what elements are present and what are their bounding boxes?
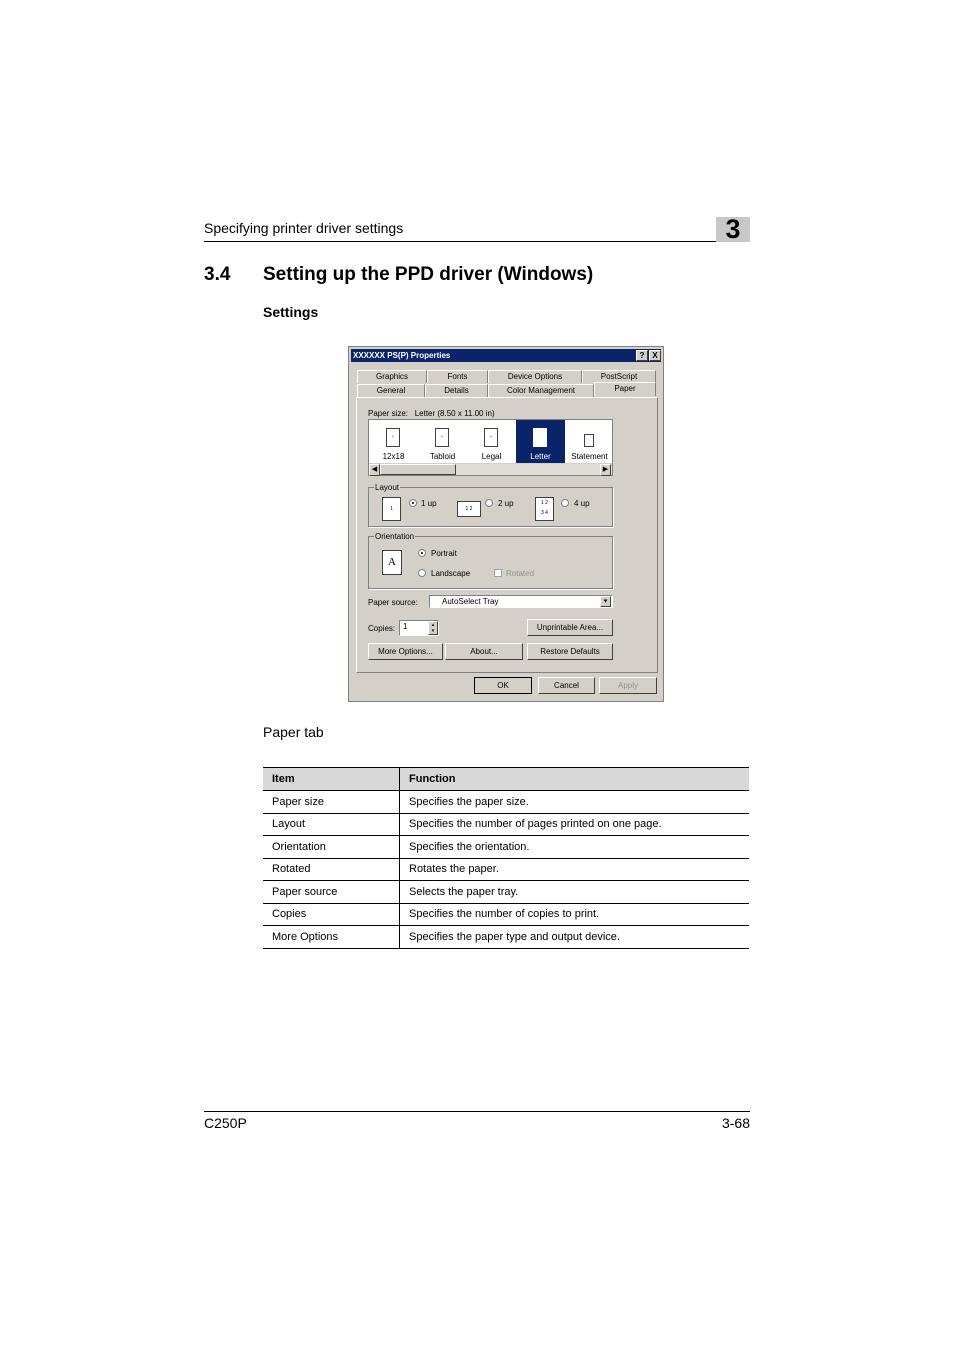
section-number: 3.4 [204, 264, 231, 285]
orientation-label: Orientation [375, 532, 415, 541]
layout-1up-icon: 1 [382, 497, 401, 521]
function-cell: Specifies the paper size. [400, 791, 750, 814]
paper-size-label: Paper size: Letter (8.50 x 11.00 in) [368, 409, 495, 418]
help-button[interactable]: ? [636, 350, 648, 361]
scroll-right-icon[interactable]: ▶ [600, 464, 611, 476]
paper-size-letter[interactable]: Letter [516, 420, 565, 463]
table-row [263, 926, 749, 949]
ok-button[interactable]: OK [474, 677, 532, 694]
unprintable-area-button[interactable]: Unprintable Area... [527, 619, 613, 636]
dropdown-arrow-icon[interactable]: ▾ [600, 596, 611, 607]
copies-label: Copies: [368, 624, 396, 633]
paper-source-value: AutoSelect Tray [442, 597, 499, 606]
item-cell: Rotated [263, 858, 400, 881]
landscape-label: Landscape [431, 569, 471, 578]
table-header-row [263, 768, 749, 791]
item-cell: Orientation [263, 836, 400, 859]
dialog-title: XXXXXX PS(P) Properties [353, 351, 451, 360]
restore-defaults-button[interactable]: Restore Defaults [527, 643, 613, 660]
item-cell: Copies [263, 903, 400, 926]
function-cell: Specifies the number of copies to print. [400, 903, 750, 926]
scroll-left-icon[interactable]: ◀ [369, 464, 380, 476]
layout-4up-icon: 1 2 3 4 [535, 497, 554, 521]
tab-graphics[interactable]: Graphics [357, 370, 427, 383]
column-header-function: Function [400, 768, 750, 791]
item-cell: More Options [263, 926, 400, 949]
paper-icon: + [386, 428, 400, 447]
paper-size-list[interactable] [368, 419, 613, 476]
paper-icon [584, 434, 594, 447]
layout-1up-label: 1 up [421, 499, 437, 508]
column-header-item: Item [263, 768, 400, 791]
orientation-group [368, 536, 613, 589]
cancel-button[interactable]: Cancel [538, 677, 595, 694]
properties-dialog [348, 346, 664, 702]
tab-fonts[interactable]: Fonts [427, 370, 488, 383]
item-cell: Paper size [263, 791, 400, 814]
paper-size-value: Letter (8.50 x 11.00 in) [414, 409, 495, 418]
layout-2up-icon: 1 2 [457, 501, 481, 517]
rotated-checkbox[interactable] [494, 569, 502, 577]
landscape-radio[interactable] [418, 569, 426, 577]
figure-caption: Paper tab [263, 724, 324, 740]
section-heading [204, 264, 593, 286]
paper-source-label: Paper source: [368, 598, 418, 607]
item-cell: Paper source [263, 881, 400, 904]
item-cell: Layout [263, 813, 400, 836]
table-row [263, 836, 749, 859]
orientation-preview-icon: A [382, 550, 402, 575]
paper-size-statement[interactable]: Statement [565, 420, 614, 463]
apply-button[interactable]: Apply [599, 677, 657, 694]
layout-2up-label: 2 up [498, 499, 514, 508]
layout-2up-radio[interactable] [485, 499, 493, 507]
tab-general[interactable]: General [357, 384, 425, 397]
table-row [263, 903, 749, 926]
portrait-label: Portrait [431, 549, 457, 558]
scroll-thumb[interactable] [380, 464, 456, 475]
footer-model: C250P [204, 1115, 247, 1131]
tab-postscript[interactable]: PostScript [582, 370, 656, 383]
portrait-radio[interactable] [418, 549, 426, 557]
close-button[interactable]: X [649, 350, 661, 361]
copies-input[interactable]: 1 ▴ ▾ [399, 620, 439, 636]
paper-icon [533, 428, 547, 447]
chapter-number: 3 [725, 214, 741, 244]
horizontal-scrollbar[interactable] [369, 463, 612, 475]
subsection-heading: Settings [263, 304, 319, 320]
function-cell: Rotates the paper. [400, 858, 750, 881]
table-row [263, 791, 749, 814]
tab-color-management[interactable]: Color Management [488, 384, 594, 397]
paper-icon: + [435, 428, 449, 447]
footer-rule [204, 1111, 750, 1112]
tab-device-options[interactable]: Device Options [488, 370, 582, 383]
section-title: Setting up the PPD driver (Windows) [263, 264, 594, 285]
tab-details[interactable]: Details [425, 384, 488, 397]
about-button[interactable]: About... [445, 643, 523, 660]
dialog-titlebar [351, 349, 661, 362]
copies-stepper-icon[interactable]: ▴ ▾ [428, 621, 438, 635]
table-row [263, 858, 749, 881]
layout-4up-label: 4 up [574, 499, 590, 508]
table-row [263, 881, 749, 904]
footer-page-number: 3-68 [721, 1115, 750, 1131]
function-cell: Specifies the paper type and output device. [400, 926, 750, 949]
function-cell: Selects the paper tray. [400, 881, 750, 904]
paper-size-legal[interactable]: + Legal [467, 420, 516, 463]
tab-paper[interactable]: Paper [594, 382, 656, 396]
paper-source-select[interactable] [429, 595, 613, 608]
table-row [263, 813, 749, 836]
header-rule [204, 241, 750, 242]
paper-size-tabloid[interactable]: + Tabloid [418, 420, 467, 463]
function-cell: Specifies the orientation. [400, 836, 750, 859]
running-header: Specifying printer driver settings [204, 220, 404, 236]
paper-icon: + [484, 428, 498, 447]
more-options-button[interactable]: More Options... [368, 643, 443, 660]
layout-1up-radio[interactable] [409, 499, 417, 507]
layout-4up-radio[interactable] [561, 499, 569, 507]
paper-size-12x18[interactable]: + 12x18 [369, 420, 418, 463]
settings-table [263, 767, 749, 949]
rotated-label: Rotated [506, 569, 535, 578]
layout-label: Layout [375, 483, 400, 492]
function-cell: Specifies the number of pages printed on one page. [400, 813, 750, 836]
